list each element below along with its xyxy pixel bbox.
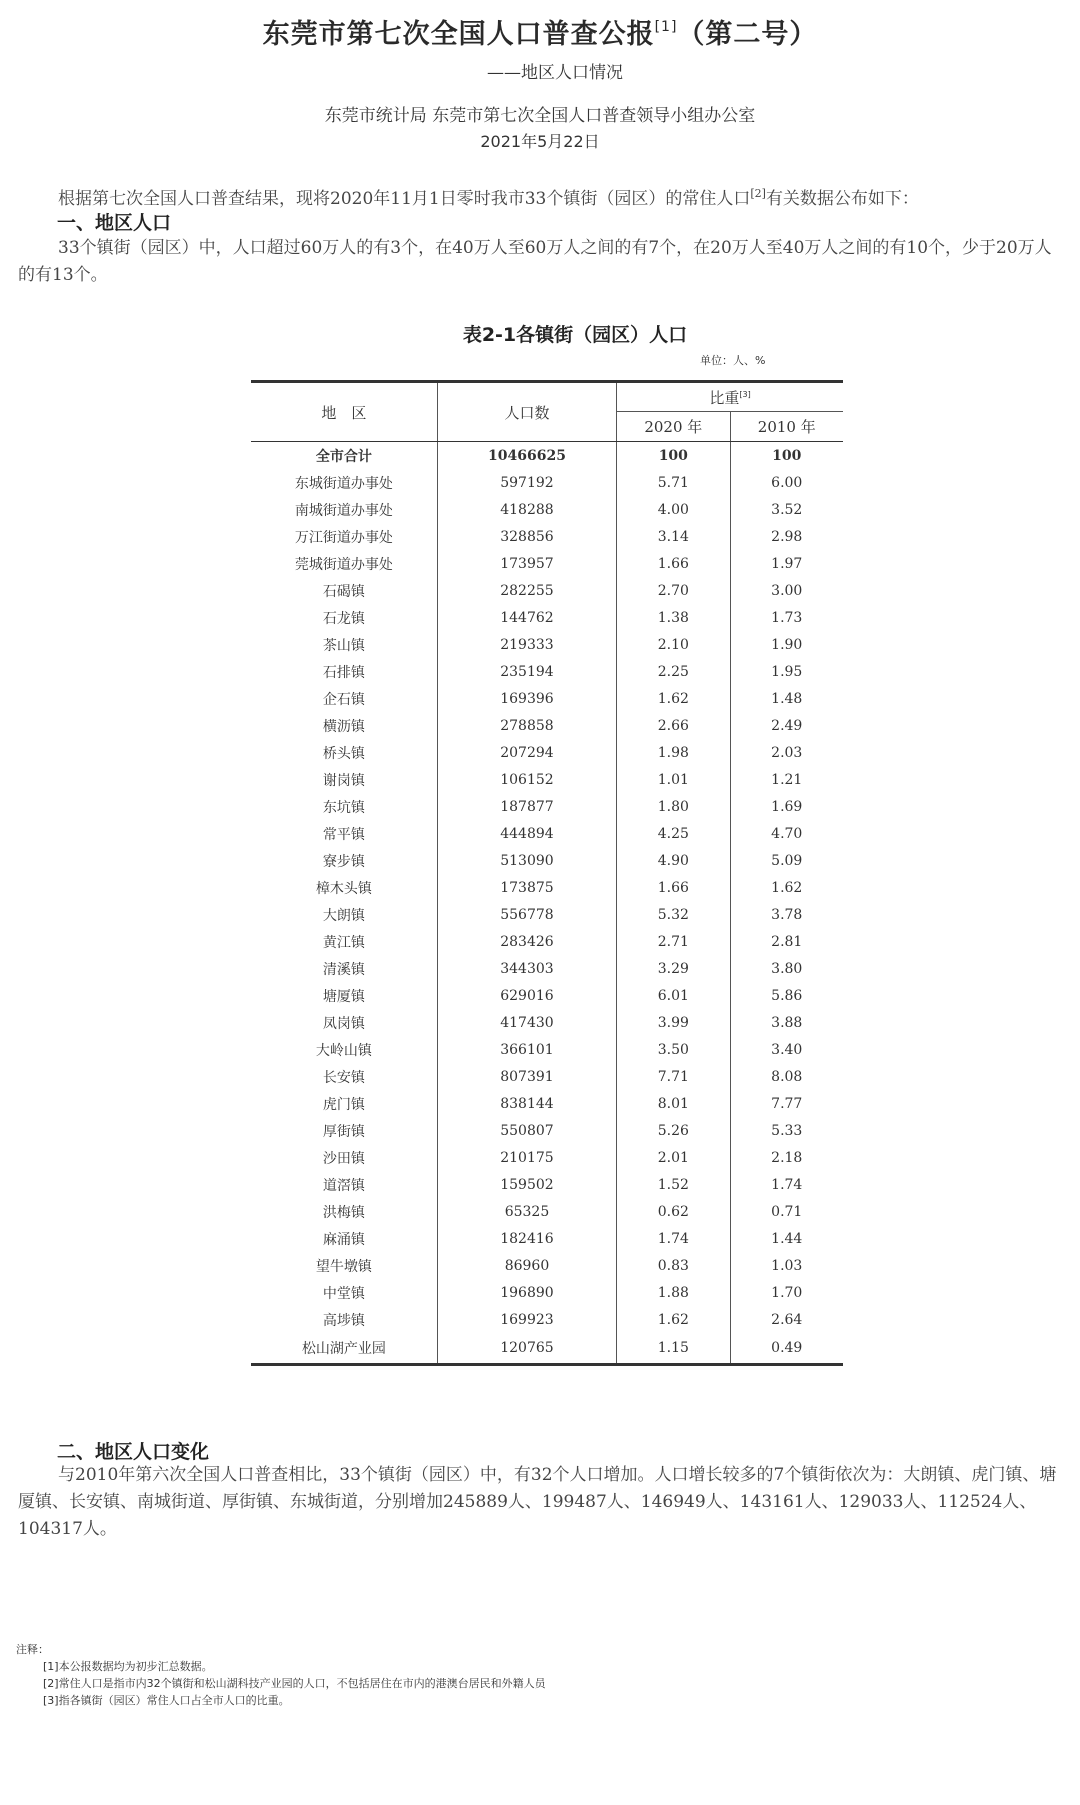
population-cell: 235194 [437,658,616,685]
share-2020-cell: 4.90 [617,847,730,874]
share-2020-cell: 1.62 [617,1306,730,1333]
section2-paragraph: 与2010年第六次全国人口普查相比，33个镇街（园区）中，有32个人口增加。人口增长较多的7个镇街依次为：大朗镇、虎门镇、塘厦镇、长安镇、南城街道、厚街镇、东城街道，分别增加245889人、199487人、146949人、143161人、129033人、112524人、104317人。 [18,1465,1057,1539]
share-2010-cell: 1.62 [730,874,843,901]
table-row [251,577,843,604]
region-cell: 凤岗镇 [322,1015,365,1032]
footnotes [16,1641,546,1709]
share-2010-cell: 1.74 [730,1171,843,1198]
population-cell: 556778 [437,901,616,928]
share-2010-cell: 5.09 [730,847,843,874]
population-cell: 210175 [437,1144,616,1171]
share-2010-cell: 1.70 [730,1279,843,1306]
share-2010-cell: 3.40 [730,1036,843,1063]
share-2020-cell: 1.01 [617,766,730,793]
population-cell: 366101 [437,1036,616,1063]
region-cell: 塘厦镇 [322,988,365,1005]
share-2020-cell: 2.25 [617,658,730,685]
population-cell: 173875 [437,874,616,901]
share-2020-cell: 5.32 [617,901,730,928]
table-row [251,1252,843,1279]
region-cell: 茶山镇 [322,637,365,654]
population-cell: 106152 [437,766,616,793]
population-cell: 169923 [437,1306,616,1333]
table-row [251,496,843,523]
share-2020-cell: 3.99 [617,1009,730,1036]
region-cell: 万江街道办事处 [294,529,393,546]
table-row [251,928,843,955]
share-2010-cell: 3.52 [730,496,843,523]
region-cell: 中堂镇 [322,1285,365,1302]
table-row [251,1333,843,1365]
share-2020-cell: 2.71 [617,928,730,955]
note-item: [1]本公报数据均为初步汇总数据。 [43,1660,213,1673]
share-2010-cell: 2.49 [730,712,843,739]
share-2010-cell: 1.21 [730,766,843,793]
table-row [251,1198,843,1225]
share-2020-cell: 2.10 [617,631,730,658]
region-cell: 清溪镇 [322,961,365,978]
population-cell: 65325 [437,1198,616,1225]
intro-footnote-ref: [2] [750,187,766,200]
region-cell: 南城街道办事处 [294,502,393,519]
population-cell: 187877 [437,793,616,820]
region-cell: 黄江镇 [322,934,365,951]
table-row [251,874,843,901]
share-2020-cell: 8.01 [617,1090,730,1117]
col-header-share: 比重[3] [617,382,843,412]
share-2010-cell: 2.81 [730,928,843,955]
region-cell: 东城街道办事处 [294,475,393,492]
share-2020-cell: 7.71 [617,1063,730,1090]
share-2010-cell: 2.64 [730,1306,843,1333]
table-row [251,955,843,982]
share-2010-cell: 1.95 [730,658,843,685]
intro-paragraph: 根据第七次全国人口普查结果，现将2020年11月1日零时我市33个镇街（园区）的常住人口[2]有关数据公布如下： [58,187,919,209]
share-2020-cell: 2.66 [617,712,730,739]
population-cell: 344303 [437,955,616,982]
share-2020-cell: 2.70 [617,577,730,604]
share-2020-cell: 4.25 [617,820,730,847]
population-cell: 283426 [437,928,616,955]
total-pop: 10466625 [437,442,616,470]
share-2020-cell: 1.88 [617,1279,730,1306]
region-cell: 谢岗镇 [322,772,365,789]
region-cell: 麻涌镇 [322,1231,365,1248]
population-cell: 444894 [437,820,616,847]
issuer: 东莞市统计局 东莞市第七次全国人口普查领导小组办公室 [324,106,756,126]
region-cell: 沙田镇 [322,1150,365,1167]
region-cell: 大岭山镇 [315,1042,372,1059]
region-cell: 石龙镇 [322,610,365,627]
table-caption: 表2-1各镇街（园区）人口 [462,324,688,346]
table-row [251,523,843,550]
share-2010-cell: 3.80 [730,955,843,982]
region-cell: 常平镇 [322,826,365,843]
table-row [251,1279,843,1306]
population-cell: 513090 [437,847,616,874]
section2-heading: 二、地区人口变化 [57,1441,210,1463]
total-share-2010: 100 [730,442,843,470]
population-cell: 417430 [437,1009,616,1036]
share-2020-cell: 2.01 [617,1144,730,1171]
table-row [251,901,843,928]
share-2010-cell: 1.90 [730,631,843,658]
table-row [251,1171,843,1198]
population-cell: 182416 [437,1225,616,1252]
table-row [251,793,843,820]
share-2010-cell: 1.97 [730,550,843,577]
table-row [251,1063,843,1090]
share-2010-cell: 2.18 [730,1144,843,1171]
region-cell: 道滘镇 [322,1177,365,1194]
population-cell: 550807 [437,1117,616,1144]
share-2010-cell: 1.73 [730,604,843,631]
note-item: [3]指各镇街（园区）常住人口占全市人口的比重。 [43,1694,290,1707]
region-cell: 莞城街道办事处 [294,556,393,573]
table-unit: 单位：人、% [700,354,766,367]
share-2010-cell: 0.71 [730,1198,843,1225]
section1-paragraph: 33个镇街（园区）中，人口超过60万人的有3个，在40万人至60万人之间的有7个，在20万人至40万人之间的有10个，少于20万人的有13个。 [18,238,1052,285]
table-row [251,1306,843,1333]
population-cell: 282255 [437,577,616,604]
region-cell: 寮步镇 [322,853,365,870]
table-row [251,631,843,658]
share-2020-cell: 1.66 [617,874,730,901]
region-cell: 石碣镇 [322,583,365,600]
share-2020-cell: 0.62 [617,1198,730,1225]
page-title: 东莞市第七次全国人口普查公报[1]（第二号） [262,19,818,50]
col-header-2010: 2010 年 [730,412,843,442]
col-header-2020: 2020 年 [617,412,730,442]
population-cell: 219333 [437,631,616,658]
region-cell: 虎门镇 [322,1096,365,1113]
share-2020-cell: 5.26 [617,1117,730,1144]
table-row [251,1009,843,1036]
share-2010-cell: 3.88 [730,1009,843,1036]
region-cell: 厚街镇 [322,1123,365,1140]
share-2020-cell: 1.80 [617,793,730,820]
share-2020-cell: 1.62 [617,685,730,712]
share-2010-cell: 1.44 [730,1225,843,1252]
region-cell: 松山湖产业园 [251,1333,437,1365]
share-2020-cell: 1.52 [617,1171,730,1198]
publish-date: 2021年5月22日 [480,132,600,151]
table-row [251,1144,843,1171]
col-header-population: 人口数 [437,382,616,442]
population-cell: 597192 [437,469,616,496]
table-row [251,766,843,793]
region-cell: 石排镇 [322,664,365,681]
table-row [251,685,843,712]
region-cell: 樟木头镇 [315,880,372,897]
table-row [251,820,843,847]
share-2020-cell: 3.14 [617,523,730,550]
share-2020-cell: 1.38 [617,604,730,631]
population-cell: 807391 [437,1063,616,1090]
share-2020-cell: 1.15 [617,1333,730,1365]
population-cell: 838144 [437,1090,616,1117]
note-item: [2]常住人口是指市内32个镇街和松山湖科技产业园的人口，不包括居住在市内的港澳台居民和外籍人员 [43,1677,546,1690]
region-cell: 高埗镇 [322,1312,365,1329]
population-cell: 207294 [437,739,616,766]
population-cell: 173957 [437,550,616,577]
region-cell: 长安镇 [322,1069,365,1086]
share-2010-cell: 8.08 [730,1063,843,1090]
table-row [251,739,843,766]
share-2010-cell: 1.03 [730,1252,843,1279]
table-row [251,1090,843,1117]
share-2020-cell: 1.66 [617,550,730,577]
share-2010-cell: 2.03 [730,739,843,766]
population-cell: 86960 [437,1252,616,1279]
table-row [251,469,843,496]
share-2020-cell: 1.74 [617,1225,730,1252]
population-cell: 144762 [437,604,616,631]
table-row [251,982,843,1009]
share-2010-cell: 5.86 [730,982,843,1009]
table-row [251,550,843,577]
region-cell: 大朗镇 [322,907,365,924]
share-2020-cell: 5.71 [617,469,730,496]
table-row [251,604,843,631]
region-cell: 横沥镇 [322,718,365,735]
share-2020-cell: 3.50 [617,1036,730,1063]
population-cell: 159502 [437,1171,616,1198]
share-2010-cell: 5.33 [730,1117,843,1144]
share-2020-cell: 0.83 [617,1252,730,1279]
share-2020-cell: 1.98 [617,739,730,766]
share-2010-cell: 0.49 [730,1333,843,1365]
table-row [251,1036,843,1063]
section1-heading: 一、地区人口 [57,212,172,234]
region-cell: 望牛墩镇 [315,1258,372,1275]
region-cell: 桥头镇 [322,745,365,762]
population-cell: 196890 [437,1279,616,1306]
region-cell: 洪梅镇 [322,1204,365,1221]
share-2010-cell: 3.78 [730,901,843,928]
title-footnote-ref: [1] [654,19,678,35]
region-cell: 东坑镇 [322,799,365,816]
total-share-2020: 100 [617,442,730,470]
share-2010-cell: 4.70 [730,820,843,847]
share-2010-cell: 7.77 [730,1090,843,1117]
page-subtitle: ——地区人口情况 [487,63,623,83]
share-2010-cell: 1.48 [730,685,843,712]
table-row [251,712,843,739]
table-row [251,847,843,874]
share-2020-cell: 6.01 [617,982,730,1009]
region-cell: 企石镇 [322,691,365,708]
table-row [251,658,843,685]
population-table [251,380,843,1366]
total-name: 全市合计 [315,448,372,465]
population-cell: 418288 [437,496,616,523]
share-2010-cell: 3.00 [730,577,843,604]
share-2020-cell: 4.00 [617,496,730,523]
share-2010-cell: 6.00 [730,469,843,496]
table-row [251,1117,843,1144]
population-cell: 169396 [437,685,616,712]
notes-label: 注释： [16,1643,49,1656]
population-cell: 328856 [437,523,616,550]
table-row [251,1225,843,1252]
share-2010-cell: 2.98 [730,523,843,550]
share-2020-cell: 3.29 [617,955,730,982]
col-header-region: 地 区 [251,382,437,442]
share-2010-cell: 1.69 [730,793,843,820]
population-cell: 120765 [437,1333,616,1365]
table-row-total [251,442,843,470]
population-cell: 278858 [437,712,616,739]
population-cell: 629016 [437,982,616,1009]
